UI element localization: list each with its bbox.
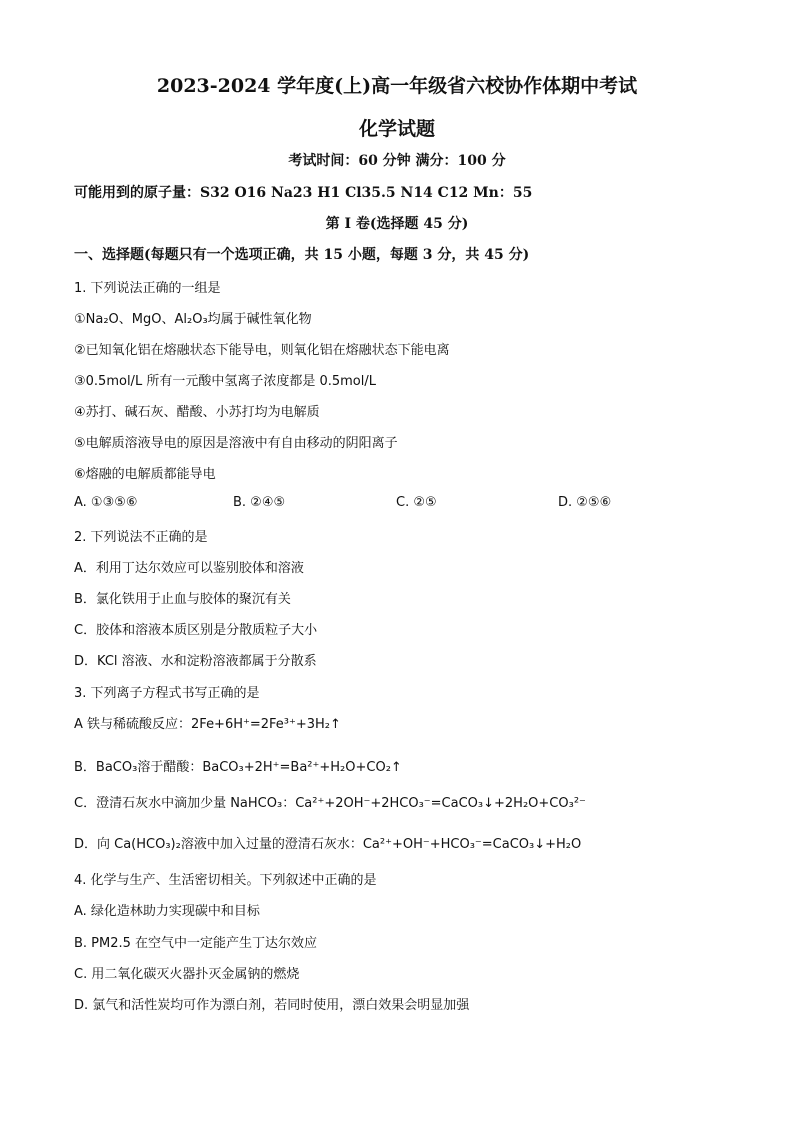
- q1-option-c: C. ②⑤: [396, 495, 437, 510]
- subject-title: 化学试题: [358, 118, 435, 140]
- q4-option-d: D. 氯气和活性炭均可作为漂白剂，若同时使用，漂白效果会明显加强: [74, 998, 470, 1013]
- part-title: 第 I 卷(选择题 45 分): [325, 216, 469, 232]
- time-score: 考试时间：60 分钟 满分：100 分: [288, 153, 506, 169]
- q2-stem: 2. 下列说法不正确的是: [74, 530, 208, 545]
- q1-statement-3: ③0.5mol/L 所有一元酸中氢离子浓度都是 0.5mol/L: [74, 374, 376, 389]
- q1-option-b: B. ②④⑤: [233, 495, 286, 510]
- atomic-masses: 可能用到的原子量：S32 O16 Na23 H1 Cl35.5 N14 C12 Mn：55: [74, 185, 533, 201]
- q2-option-b: B．氯化铁用于止血与胶体的聚沉有关: [74, 592, 291, 607]
- q2-option-a: A．利用丁达尔效应可以鉴别胶体和溶液: [74, 561, 304, 576]
- q4-stem: 4. 化学与生产、生活密切相关。下列叙述中正确的是: [74, 873, 377, 888]
- q3-option-a: A 铁与稀硫酸反应：2Fe+6H⁺=2Fe³⁺+3H₂↑: [74, 717, 341, 732]
- q2-option-c: C．胶体和溶液本质区别是分散质粒子大小: [74, 623, 318, 638]
- section-title: 一、选择题(每题只有一个选项正确，共 15 小题，每题 3 分，共 45 分): [74, 247, 530, 263]
- q4-option-c: C. 用二氧化碳灭火器扑灭金属钠的燃烧: [74, 967, 300, 982]
- q1-option-a: A. ①③⑤⑥: [74, 495, 138, 510]
- q1-statement-1: ①Na₂O、MgO、Al₂O₃均属于碱性氧化物: [74, 312, 312, 327]
- q3-option-c: C．澄清石灰水中滴加少量 NaHCO₃：Ca²⁺+2OH⁻+2HCO₃⁻=CaCO₃↓+2H₂O+CO₃²⁻: [74, 796, 586, 811]
- q1-statement-6: ⑥熔融的电解质都能导电: [74, 467, 216, 482]
- q2-option-d: D．KCl 溶液、水和淀粉溶液都属于分散系: [74, 654, 317, 669]
- exam-title: 2023-2024 学年度(上)高一年级省六校协作体期中考试: [156, 75, 638, 97]
- q4-option-a: A. 绿化造林助力实现碳中和目标: [74, 904, 260, 919]
- q4-option-b: B. PM2.5 在空气中一定能产生丁达尔效应: [74, 936, 318, 951]
- q1-statement-2: ②已知氧化铝在熔融状态下能导电，则氧化铝在熔融状态下能电离: [74, 343, 450, 358]
- q3-stem: 3. 下列离子方程式书写正确的是: [74, 686, 260, 701]
- q1-statement-4: ④苏打、碱石灰、醋酸、小苏打均为电解质: [74, 405, 320, 420]
- q3-option-b: B．BaCO₃溶于醋酸：BaCO₃+2H⁺=Ba²⁺+H₂O+CO₂↑: [74, 760, 402, 775]
- q3-option-d: D．向 Ca(HCO₃)₂溶液中加入过量的澄清石灰水：Ca²⁺+OH⁻+HCO₃⁻=CaCO₃↓+H₂O: [74, 837, 582, 852]
- q1-stem: 1. 下列说法正确的一组是: [74, 281, 221, 296]
- q1-option-d: D. ②⑤⑥: [558, 495, 612, 510]
- q1-statement-5: ⑤电解质溶液导电的原因是溶液中有自由移动的阴阳离子: [74, 436, 398, 451]
